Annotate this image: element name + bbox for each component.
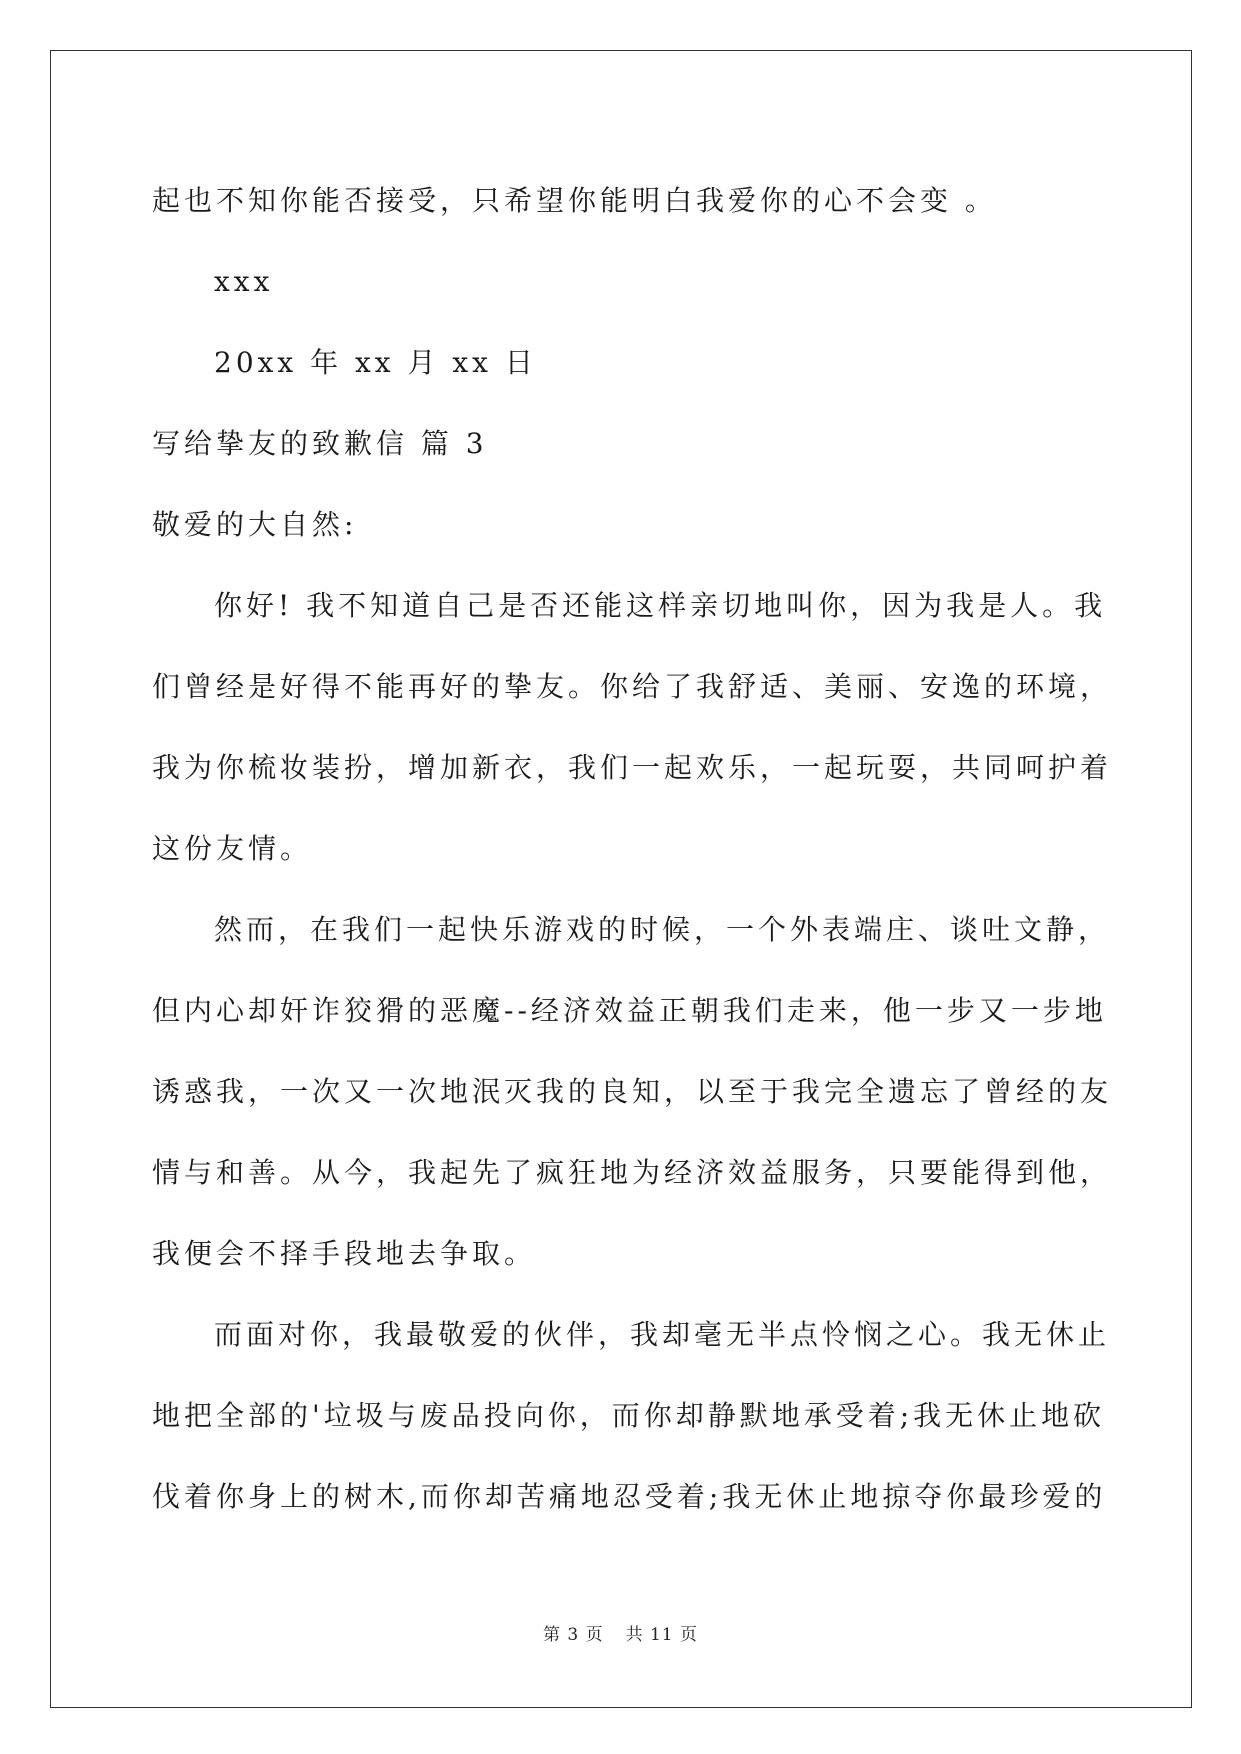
text-line: 我为你梳妆装扮，增加新衣，我们一起欢乐，一起玩耍，共同呵护着 — [152, 751, 1113, 784]
document-body — [152, 160, 1113, 1537]
page-total: 共 11 页 — [625, 1625, 699, 1645]
text-line: 然而，在我们一起快乐游戏的时候，一个外表端庄、谈吐文静， — [214, 913, 1111, 946]
salutation: 敬爱的大自然: — [152, 508, 358, 541]
text-line: 诱惑我，一次又一次地泯灭我的良知，以至于我完全遗忘了曾经的友 — [152, 1075, 1113, 1108]
text-line: 我便会不择手段地去争取。 — [152, 1237, 537, 1270]
text-line: 伐着你身上的树木,而你却苦痛地忍受着;我无休止地掠夺你最珍爱的 — [152, 1480, 1107, 1513]
text-line: 但内心却奸诈狡猾的恶魔--经济效益正朝我们走来，他一步又一步地 — [152, 994, 1107, 1027]
text-line: 这份友情。 — [152, 832, 313, 865]
text-line: 你好! 我不知道自己是否还能这样亲切地叫你，因为我是人。我 — [214, 589, 1107, 622]
section-title: 写给挚友的致歉信 篇 3 — [152, 427, 488, 460]
text-line: 而面对你，我最敬爱的伙伴，我却毫无半点怜悯之心。我无休止 — [214, 1318, 1111, 1351]
text-line: 地把全部的'垃圾与废品投向你，而你却静默地承受着;我无休止地砍 — [152, 1399, 1106, 1432]
page-footer — [0, 1620, 1241, 1645]
text-line: 们曾经是好得不能再好的挚友。你给了我舒适、美丽、安逸的环境， — [152, 670, 1113, 703]
text-line: 起也不知你能否接受，只希望你能明白我爱你的心不会变 。 — [152, 184, 997, 217]
signature-line: xxx — [214, 265, 274, 298]
date-line: 20xx 年 xx 月 xx 日 — [214, 346, 537, 379]
page-number: 第 3 页 — [542, 1625, 604, 1645]
text-line: 情与和善。从今，我起先了疯狂地为经济效益服务，只要能得到他， — [152, 1156, 1113, 1189]
